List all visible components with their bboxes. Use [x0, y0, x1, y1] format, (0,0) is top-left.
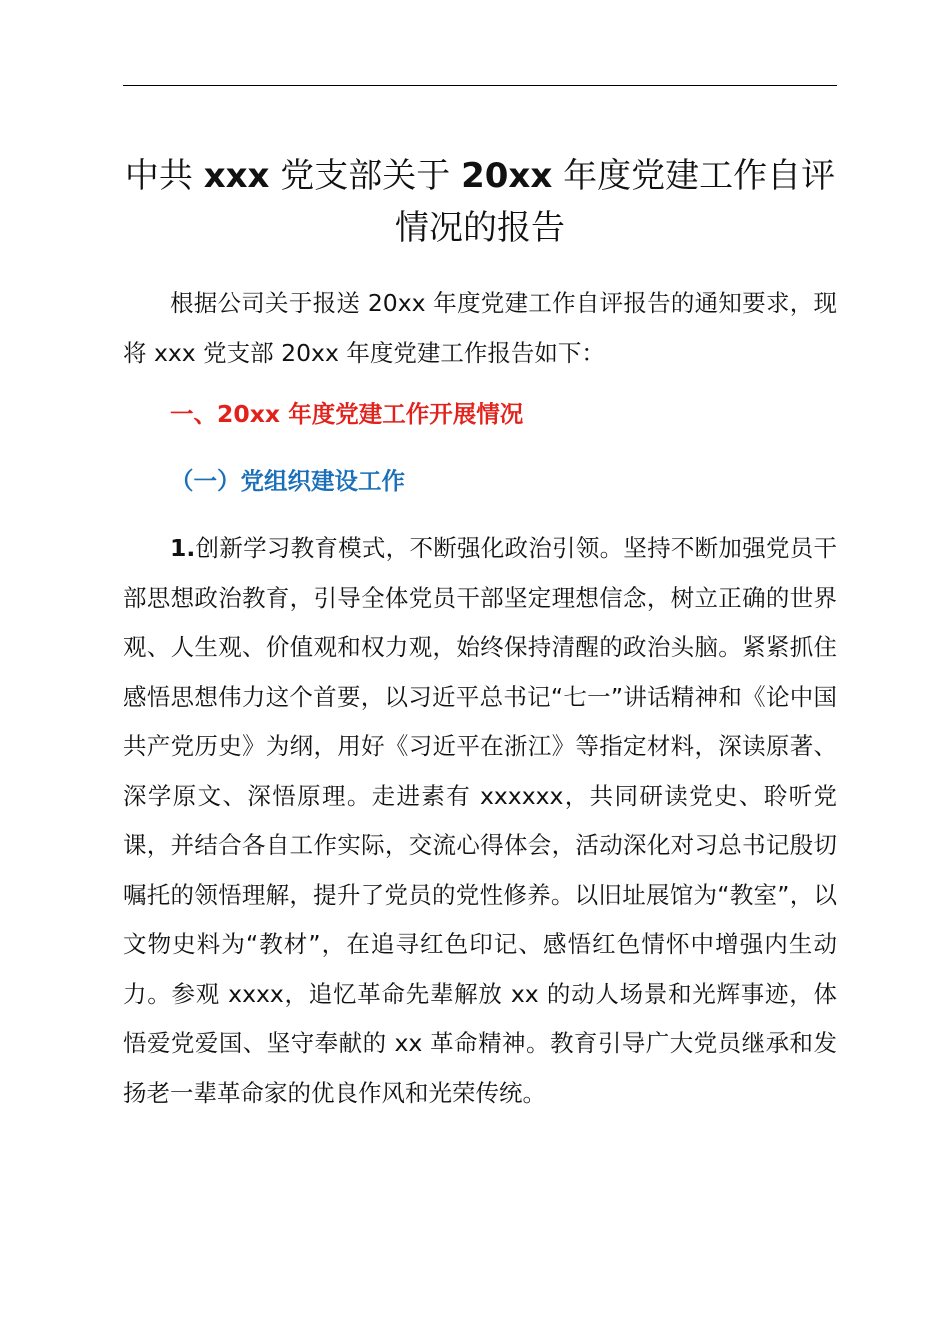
intro-paragraph: 根据公司关于报送 20xx 年度党建工作自评报告的通知要求，现将 xxx 党支部 20xx 年度党建工作报告如下：: [123, 289, 837, 367]
item-paragraph: [123, 524, 837, 1118]
document-title: [123, 150, 837, 254]
header-rule: [123, 85, 837, 86]
title-part-2: xxx: [203, 156, 270, 196]
item-number: 1.: [170, 534, 196, 562]
title-part-1: 中共: [124, 156, 204, 196]
item-body: 创新学习教育模式，不断强化政治引领。坚持不断加强党员干部思想政治教育，引导全体党员干部坚定理想信念，树立正确的世界观、人生观、价值观和权力观，始终保持清醒的政治头脑。紧紧抓住感悟思想伟力这个首要，以习近平总书记“七一”讲话精神和《论中国共产党历史》为纲，用好《习近平在浙江》等指定材料，深读原著、深学原文、深悟原理。走进素有 xxxxxx，共同研读党史、聆听党课，并结合各自工作实际，交流心得体会，活动深化对习总书记殷切嘱托的领悟理解，提升了党员的党性修养。以旧址展馆为“教室”，以文物史料为“教材”，在追寻红色印记、感悟红色情怀中增强内生动力。参观 xxxx，追忆革命先辈解放 xx 的动人场景和光辉事迹，体悟爱党爱国、坚守奉献的 xx 革命精神。教育引导广大党员继承和发扬老一辈革命家的优良作风和光荣传统。: [123, 534, 837, 1107]
section-heading: 一、20xx 年度党建工作开展情况: [170, 400, 524, 428]
title-part-3: 党支部关于: [269, 156, 462, 196]
title-part-4: 20xx: [461, 156, 553, 196]
title-part-5: 年度党建工作自评情况的报告: [395, 156, 836, 248]
subsection-heading: （一）党组织建设工作: [170, 467, 405, 495]
